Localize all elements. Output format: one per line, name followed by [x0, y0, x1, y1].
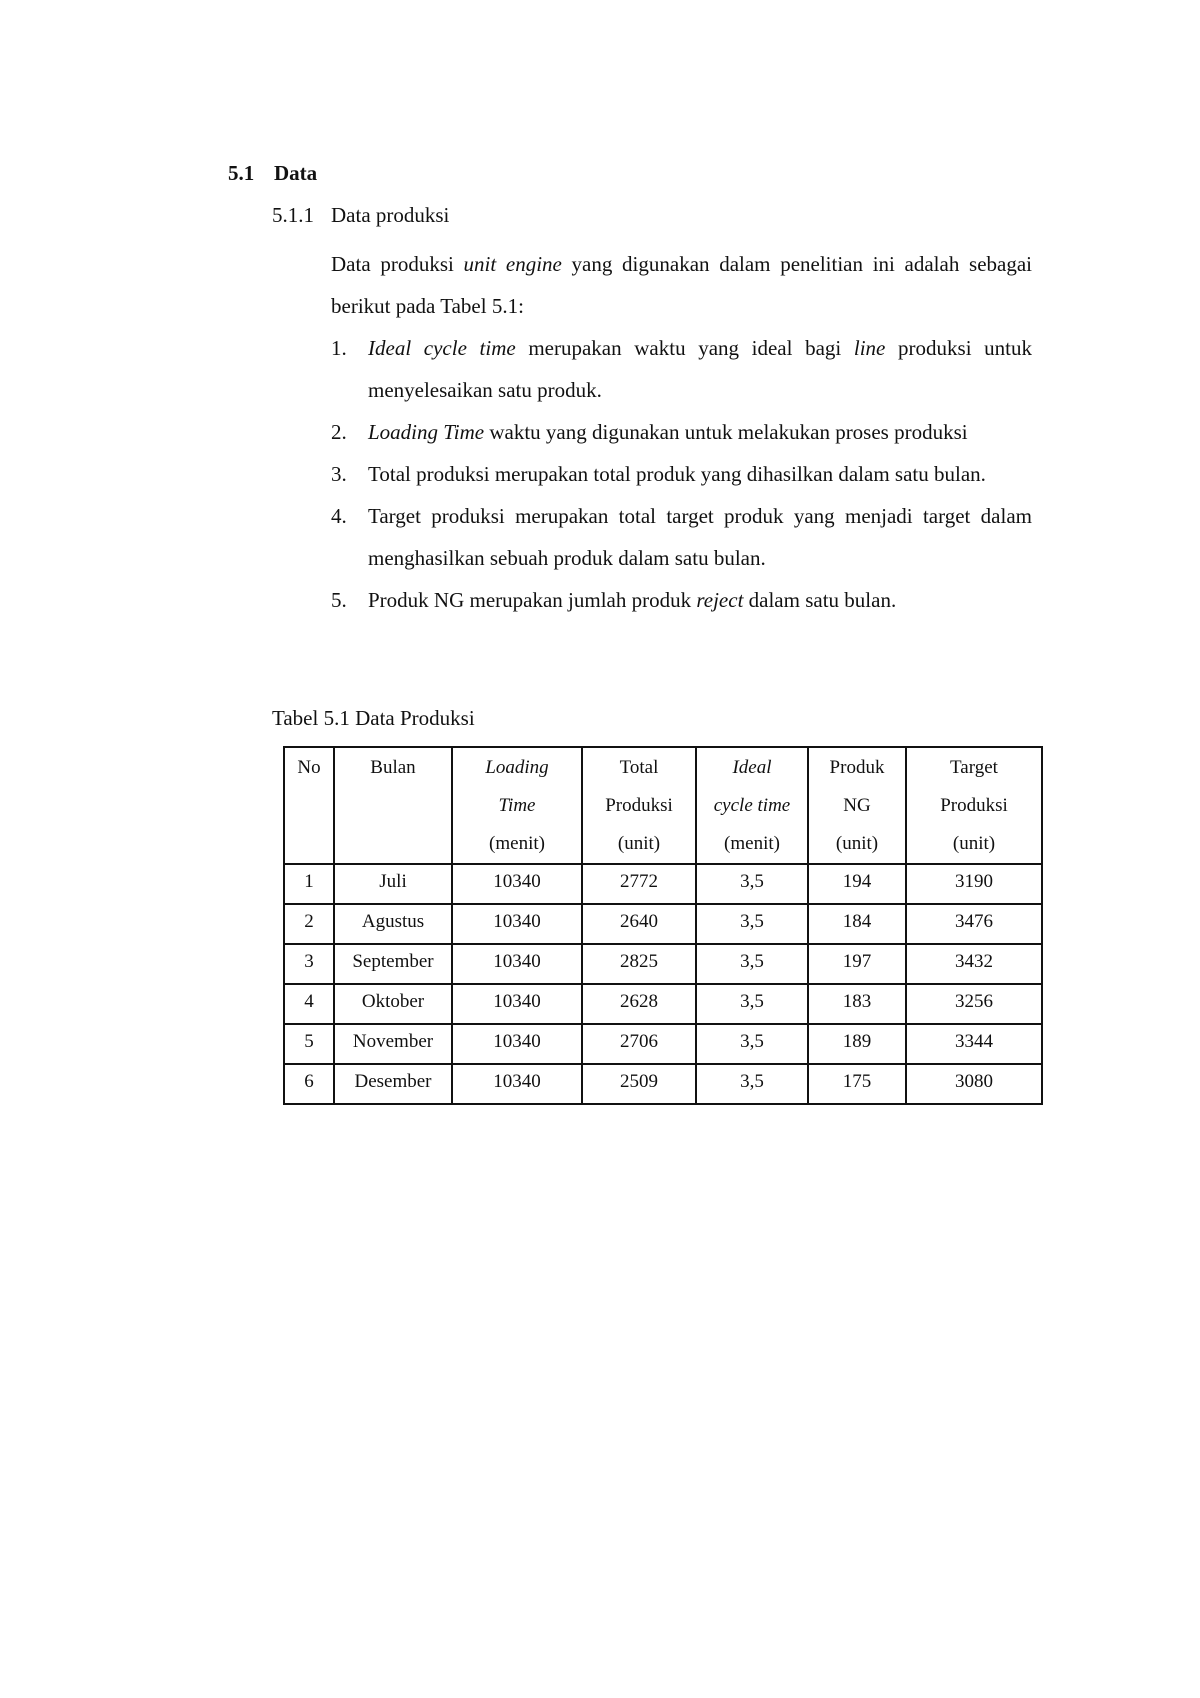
cell-bulan: Juli — [334, 864, 452, 904]
cell-bulan: Oktober — [334, 984, 452, 1024]
intro-paragraph — [331, 243, 1032, 327]
cell-total-produksi: 2772 — [582, 864, 696, 904]
cell-total-produksi: 2825 — [582, 944, 696, 984]
table-row — [284, 1024, 1042, 1064]
cell-no: 1 — [284, 864, 334, 904]
section-number: 5.1 — [228, 161, 255, 185]
header-loading-time: Loading Time (menit) — [452, 747, 582, 864]
cell-loading-time: 10340 — [452, 944, 582, 984]
cell-loading-time: 10340 — [452, 984, 582, 1024]
list-item-text: produksi untuk menyelesaikan satu produk. — [368, 336, 1032, 402]
list-item-text: merupakan waktu yang ideal bagi — [515, 336, 854, 360]
subsection-number: 5.1.1 — [272, 203, 314, 227]
cell-bulan: Agustus — [334, 904, 452, 944]
cell-no: 3 — [284, 944, 334, 984]
cell-ideal-cycle-time: 3,5 — [696, 984, 808, 1024]
cell-total-produksi: 2509 — [582, 1064, 696, 1104]
cell-ideal-cycle-time: 3,5 — [696, 864, 808, 904]
cell-target-produksi: 3476 — [906, 904, 1042, 944]
section-title: Data — [274, 161, 318, 185]
cell-ideal-cycle-time: 3,5 — [696, 904, 808, 944]
header-no: No — [284, 747, 334, 864]
list-item-text: Total produksi merupakan total produk yang dihasilkan dalam satu bulan. — [368, 462, 986, 486]
list-item-text: Target produksi merupakan total target produk yang menjadi target dalam menghasilkan sebuah produk dalam satu bulan. — [368, 504, 1032, 570]
cell-produk-ng: 184 — [808, 904, 906, 944]
cell-produk-ng: 197 — [808, 944, 906, 984]
list-item — [331, 579, 1032, 621]
intro-text: Data produksi — [331, 252, 464, 276]
production-data-table — [283, 746, 1043, 1105]
subsection-heading — [272, 201, 449, 229]
cell-loading-time: 10340 — [452, 864, 582, 904]
list-item-number: 4. — [331, 504, 347, 528]
cell-no: 2 — [284, 904, 334, 944]
table-header-row — [284, 747, 1042, 864]
intro-text-rest: yang digunakan dalam penelitian ini adalah sebagai berikut pada Tabel 5.1: — [331, 252, 1032, 318]
header-ideal-cycle-time: Ideal cycle time (menit) — [696, 747, 808, 864]
list-item-term: line — [853, 336, 886, 360]
cell-ideal-cycle-time: 3,5 — [696, 1064, 808, 1104]
table-row — [284, 864, 1042, 904]
cell-bulan: Desember — [334, 1064, 452, 1104]
list-item-text: dalam satu bulan. — [743, 588, 897, 612]
cell-bulan: September — [334, 944, 452, 984]
cell-target-produksi: 3432 — [906, 944, 1042, 984]
list-item — [331, 495, 1032, 579]
list-item-number: 5. — [331, 588, 347, 612]
list-item-text: waktu yang digunakan untuk melakukan proses produksi — [484, 420, 968, 444]
table-caption: Tabel 5.1 Data Produksi — [272, 706, 475, 730]
list-item-number: 3. — [331, 462, 347, 486]
list-item-text: Produk NG merupakan jumlah produk — [368, 588, 697, 612]
table-row — [284, 984, 1042, 1024]
list-item-number: 2. — [331, 420, 347, 444]
header-bulan: Bulan — [334, 747, 452, 864]
cell-target-produksi: 3344 — [906, 1024, 1042, 1064]
header-total-produksi: Total Produksi (unit) — [582, 747, 696, 864]
cell-loading-time: 10340 — [452, 904, 582, 944]
cell-produk-ng: 194 — [808, 864, 906, 904]
cell-produk-ng: 183 — [808, 984, 906, 1024]
cell-bulan: November — [334, 1024, 452, 1064]
list-item — [331, 453, 1032, 495]
cell-ideal-cycle-time: 3,5 — [696, 944, 808, 984]
cell-target-produksi: 3190 — [906, 864, 1042, 904]
cell-no: 6 — [284, 1064, 334, 1104]
cell-produk-ng: 189 — [808, 1024, 906, 1064]
list-item — [331, 327, 1032, 411]
cell-ideal-cycle-time: 3,5 — [696, 1024, 808, 1064]
list-item-number: 1. — [331, 336, 347, 360]
subsection-title: Data produksi — [331, 203, 450, 227]
cell-no: 4 — [284, 984, 334, 1024]
header-target-produksi: Target Produksi (unit) — [906, 747, 1042, 864]
table-row — [284, 904, 1042, 944]
list-item-term: Ideal cycle time — [368, 336, 516, 360]
cell-target-produksi: 3080 — [906, 1064, 1042, 1104]
cell-produk-ng: 175 — [808, 1064, 906, 1104]
cell-loading-time: 10340 — [452, 1024, 582, 1064]
intro-italic-term: unit engine — [463, 252, 562, 276]
cell-target-produksi: 3256 — [906, 984, 1042, 1024]
section-heading — [228, 159, 317, 187]
header-produk-ng: Produk NG (unit) — [808, 747, 906, 864]
list-item-term: reject — [696, 588, 744, 612]
cell-loading-time: 10340 — [452, 1064, 582, 1104]
cell-total-produksi: 2640 — [582, 904, 696, 944]
table-row — [284, 944, 1042, 984]
list-item — [331, 411, 1032, 453]
definition-list — [331, 327, 1032, 621]
cell-total-produksi: 2628 — [582, 984, 696, 1024]
cell-no: 5 — [284, 1024, 334, 1064]
table-row — [284, 1064, 1042, 1104]
cell-total-produksi: 2706 — [582, 1024, 696, 1064]
list-item-term: Loading Time — [368, 420, 485, 444]
